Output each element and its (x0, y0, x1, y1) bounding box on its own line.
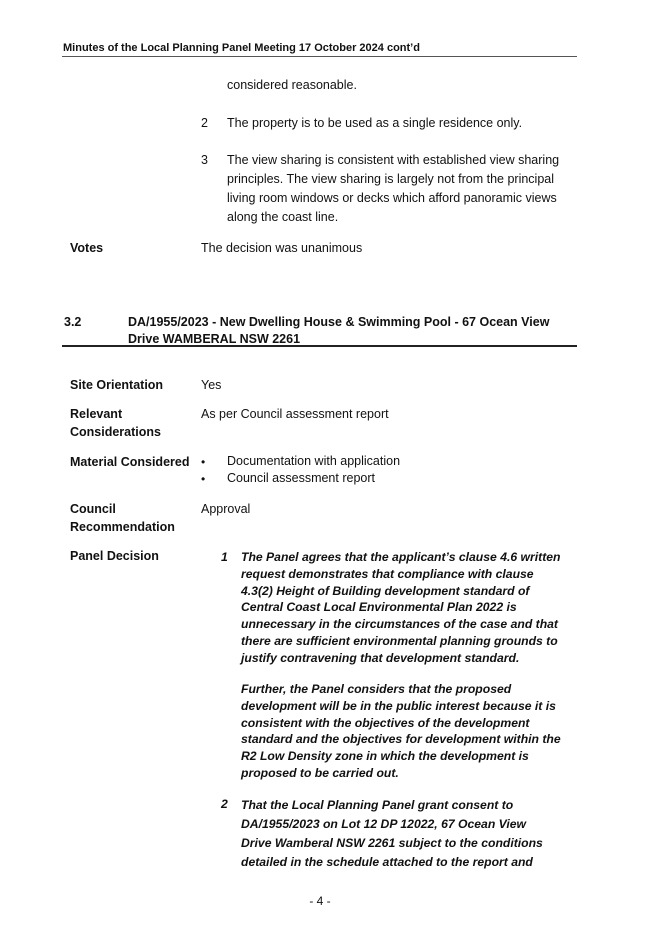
panel-decision-label: Panel Decision (70, 549, 159, 563)
votes-value: The decision was unanimous (201, 241, 363, 255)
relevant-considerations-value: As per Council assessment report (201, 407, 389, 421)
condition-line: principles. The view sharing is largely not from the principal (227, 172, 555, 186)
decision-line: DA/1955/2023 on Lot 12 DP 12022, 67 Ocean View (241, 817, 526, 831)
label-line: Considerations (70, 425, 161, 439)
label-line: Relevant (70, 407, 123, 421)
page-number: - 4 - (309, 894, 331, 908)
condition-line: along the coast line. (227, 210, 339, 224)
decision-line: standard and the objectives for development within the (241, 732, 561, 747)
decision-line: unnecessary in the circumstances of the case and that (241, 617, 558, 632)
decision-line: development will be in the public interest because it is (241, 698, 556, 713)
decision-line: R2 Low Density zone in which the development is (241, 749, 529, 764)
material-item: Council assessment report (227, 471, 375, 485)
section-title-line: DA/1955/2023 - New Dwelling House & Swimming Pool - 67 Ocean View (128, 315, 550, 329)
section-title (128, 314, 549, 348)
decision-line: request demonstrates that compliance with clause (241, 566, 534, 581)
condition-number: 3 (201, 153, 208, 167)
site-orientation-label: Site Orientation (70, 378, 164, 392)
decision-line: 4.3(2) Height of Building development standard of (241, 583, 530, 598)
relevant-considerations-label (70, 405, 161, 441)
bullet-icon: • (201, 455, 206, 469)
decision-paragraph (241, 796, 543, 872)
decision-paragraph (241, 681, 561, 782)
site-orientation-value: Yes (201, 378, 222, 392)
decision-paragraph (241, 549, 560, 667)
section-title-line: Drive WAMBERAL NSW 2261 (128, 332, 301, 346)
material-item: Documentation with application (227, 454, 401, 468)
section-number: 3.2 (64, 315, 82, 329)
condition-line: The view sharing is consistent with established view sharing (227, 153, 560, 167)
decision-line: The Panel agrees that the applicant’s clause 4.6 written (241, 550, 561, 564)
decision-line: detailed in the schedule attached to the report and (241, 855, 533, 869)
condition-number: 2 (201, 116, 208, 130)
label-line: Council (70, 502, 116, 516)
council-recommendation-label (70, 500, 175, 536)
label-line: Recommendation (70, 520, 175, 534)
bullet-icon: • (201, 472, 206, 486)
decision-line: consistent with the objectives of the development (241, 715, 530, 730)
section-rule (62, 345, 577, 347)
condition-text (227, 151, 559, 227)
continued-text: considered reasonable. (227, 78, 357, 92)
material-considered-label: Material Considered (70, 455, 190, 469)
votes-label: Votes (70, 241, 104, 255)
decision-line: Central Coast Local Environmental Plan 2022 is (241, 600, 517, 615)
council-recommendation-value: Approval (201, 502, 251, 516)
decision-number: 2 (221, 797, 228, 811)
condition-line: living room windows or decks which afford panoramic views (227, 191, 557, 205)
decision-line: That the Local Planning Panel grant consent to (241, 798, 514, 812)
decision-line: there are sufficient environmental planning grounds to (241, 633, 558, 648)
decision-line: justify contravening that development standard. (241, 650, 520, 665)
decision-number: 1 (221, 550, 228, 564)
decision-line: Further, the Panel considers that the proposed (241, 682, 512, 696)
decision-line: Drive Wamberal NSW 2261 subject to the conditions (241, 836, 543, 850)
decision-line: proposed to be carried out. (241, 765, 399, 780)
condition-text: The property is to be used as a single residence only. (227, 116, 523, 130)
page-header-title: Minutes of the Local Planning Panel Meeting 17 October 2024 cont’d (63, 42, 420, 54)
header-rule (62, 56, 577, 57)
